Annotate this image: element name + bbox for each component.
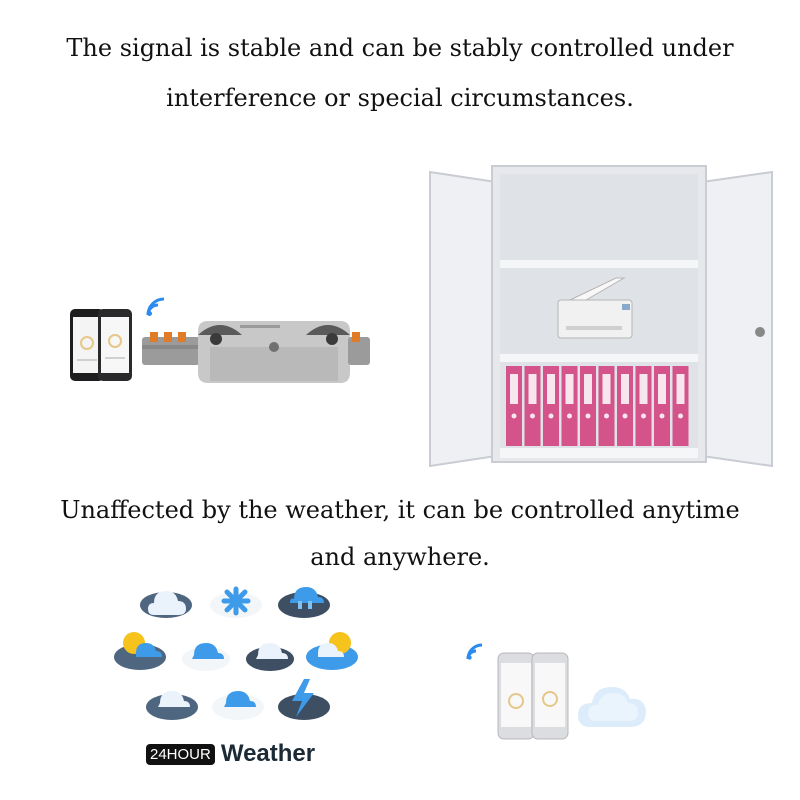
binder-ring [586,414,591,419]
cloud-weather-tile [140,591,192,618]
wire-connector-left [142,332,200,365]
binder-label [547,374,555,404]
binder-label [566,374,574,404]
sun-cloud-weather-tile [306,632,358,670]
weather-caption-line-1: Unaffected by the weather, it can be controlled anytime [60,496,740,524]
binder-label [510,374,518,404]
rain-weather-tile [278,587,330,618]
binder-ring [660,414,665,419]
smartphone-icon [498,653,534,739]
weather-logo-badge: 24HOUR [146,744,215,765]
weather-logo [146,740,315,768]
lightning-weather-tile [278,679,330,720]
wire-connector-right [348,332,370,365]
wind-weather-tile [212,691,264,720]
wifi-icon [147,299,164,316]
weather-caption-line-2: and anywhere. [310,543,490,571]
smartphone-icon [98,309,132,381]
phones-and-switch-illustration [60,285,370,395]
weather-icon-grid [100,575,370,735]
binder-ring [512,414,517,419]
sun-cloud-weather-tile [114,632,166,670]
smartphone-icon [532,653,568,739]
binder-label [658,374,666,404]
signal-caption-line-2: interference or special circumstances. [166,84,634,112]
lock-icon [755,327,765,337]
metal-cabinet-illustration [426,160,776,478]
binder-ring [678,414,683,419]
binder-label [677,374,685,404]
binder-ring [567,414,572,419]
binder-label [640,374,648,404]
binder-label [603,374,611,404]
phones-and-cloud-illustration [460,635,680,745]
binder-label [584,374,592,404]
binder-ring [549,414,554,419]
cloud-icon [578,687,646,727]
signal-caption-line-1: The signal is stable and can be stably controlled under [66,34,734,62]
binder-label [529,374,537,404]
smart-switch-device [198,321,350,383]
binder-ring [604,414,609,419]
binder-label [621,374,629,404]
cloud-weather-tile [182,643,230,671]
binder-ring [530,414,535,419]
binder-ring [623,414,628,419]
wifi-icon [467,645,482,660]
cloud-weather-tile [146,691,198,720]
cloud-weather-tile [246,643,294,671]
snow-weather-tile [210,589,262,618]
binder-ring [641,414,646,419]
weather-logo-word: Weather [220,740,316,767]
